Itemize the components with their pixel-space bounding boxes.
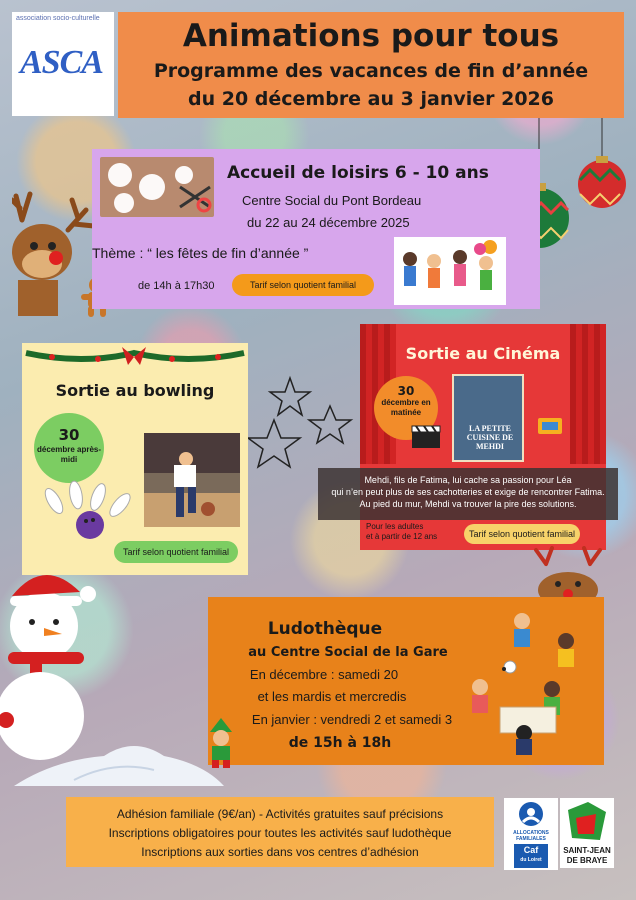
caf-logo [504, 798, 558, 870]
cinema-audience [366, 522, 437, 542]
cinema-audience-line1: Pour les adultes [366, 522, 424, 531]
city-line2: DE BRAYE [566, 856, 608, 865]
cinema-tarif-badge: Tarif selon quotient familial [464, 524, 580, 544]
logo-small-text: association socio-culturelle [16, 15, 100, 22]
reindeer-icon [12, 190, 98, 320]
footer-outings: Inscriptions aux sorties dans vos centres d’adhésion [141, 845, 419, 859]
snowman-icon [0, 566, 100, 766]
accueil-title: Accueil de loisirs 6 - 10 ans [227, 163, 489, 183]
ludotheque-january: En janvier : vendredi 2 et samedi 3 [251, 712, 453, 727]
poster-title: LA PETITE CUISINE DE MEHDI [466, 424, 514, 451]
kids-playing-games-illustration [460, 611, 590, 759]
synopsis-line3: Au pied du mur, Mehdi va trouver la pire des solutions. [359, 499, 577, 509]
header-banner [118, 12, 624, 118]
accueil-place: Centre Social du Pont Bordeau [242, 193, 422, 208]
cinema-day: 30 [397, 384, 415, 398]
cinema-date-text: décembre en matinée [381, 398, 431, 417]
footer-info [66, 797, 494, 867]
caf-line1: ALLOCATIONS [513, 830, 549, 836]
bowling-day: 30 [58, 426, 80, 444]
ludotheque-weekdays: et les mardis et mercredis [257, 689, 407, 704]
saint-jean-de-braye-logo [560, 798, 614, 868]
bowling-tarif-badge: Tarif selon quotient familial [114, 541, 238, 563]
caf-name: Caf [523, 845, 539, 855]
bowler-photo [144, 433, 240, 527]
clapperboard-icon [410, 424, 444, 450]
header-subtitle: Programme des vacances de fin d’année [153, 60, 589, 82]
header-dates: du 20 décembre au 3 janvier 2026 [187, 88, 554, 110]
caf-region: du Loiret [520, 857, 542, 863]
bowling-title: Sortie au bowling [55, 381, 215, 400]
ludotheque-title: Ludothèque [267, 619, 383, 639]
footer-membership: Adhésion familiale (9€/an) - Activités gratuites sauf précisions [116, 807, 444, 821]
logo-main-text: ASCA [20, 44, 103, 81]
accueil-hours: de 14h à 17h30 [138, 280, 215, 292]
caf-badge [514, 844, 548, 868]
movie-poster [452, 374, 524, 462]
cinema-audience-line2: et à partir de 12 ans [366, 532, 438, 541]
cinema-title: Sortie au Cinéma [405, 344, 561, 363]
ludotheque-card [208, 597, 604, 765]
ludotheque-subtitle: au Centre Social de la Gare [248, 645, 448, 660]
caf-emblem-icon [504, 800, 558, 830]
movie-synopsis [318, 468, 618, 520]
bowling-card [22, 343, 248, 575]
synopsis-line1: Mehdi, fils de Fatima, lui cache sa passion pour Léa [364, 475, 572, 485]
caf-line2: FAMILIALES [516, 836, 546, 842]
caf-text [504, 830, 558, 842]
ludotheque-hours: de 15h à 18h [288, 735, 392, 751]
paper-snowflakes-image [100, 157, 214, 217]
ludotheque-december: En décembre : samedi 20 [249, 667, 399, 682]
holly-garland-icon [22, 343, 248, 367]
city-emblem-icon [560, 800, 614, 844]
bowling-pins-icon [36, 471, 132, 543]
city-name [560, 846, 614, 866]
stars-icon [238, 370, 358, 480]
accueil-dates: du 22 au 24 décembre 2025 [247, 215, 410, 230]
children-illustration [394, 237, 506, 305]
cinema-ticket-icon [536, 414, 566, 438]
snow-mound-icon [14, 730, 224, 790]
accueil-theme: Thème : “ les fêtes de fin d’année ” [92, 245, 309, 261]
footer-registration: Inscriptions obligatoires pour toutes les activités sauf ludothèque [108, 826, 452, 840]
asca-logo [12, 12, 114, 116]
synopsis-line2: qui n’en peut plus de ses cachotteries et exige de rencontrer Fatima. [331, 487, 605, 497]
accueil-tarif-badge: Tarif selon quotient familial [232, 274, 374, 296]
page-title: Animations pour tous [182, 18, 560, 54]
city-line1: SAINT-JEAN [563, 846, 611, 855]
bowling-date-text: décembre après-midi [36, 445, 102, 464]
accueil-loisirs-card [92, 149, 540, 309]
